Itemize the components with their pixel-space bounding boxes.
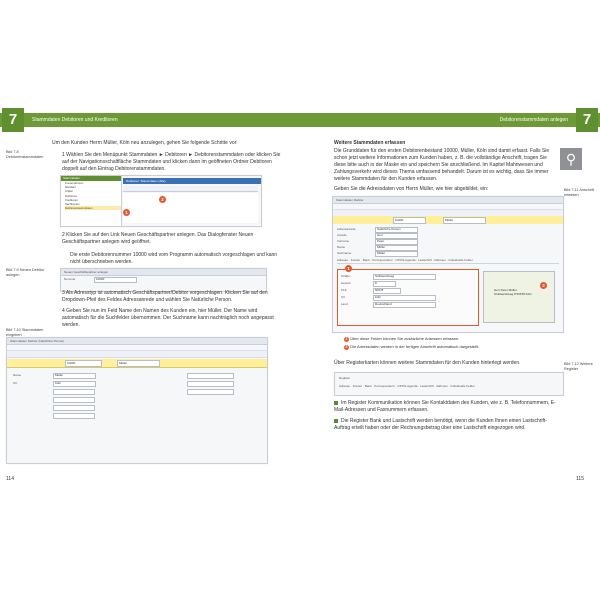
step-1-text: Wählen Sie den Menüpunkt Stammdaten ► Debitoren ► Debitorenstammdaten oder klicken Sie auf der Navigationsschaltfläche Stammdaten und klicken dann im geöffneten Ordner Debitoren doppelt auf den Eintrag Debitorenstammdaten. — [62, 152, 281, 172]
name-field[interactable]: Müller — [443, 217, 486, 224]
address-row — [341, 281, 471, 285]
paragraph-1: Die Grunddaten für den ersten Debitorenbestand 10000, Müller, Köln sind damit erfasst. Falls Sie schon jetzt weitere Informationen zum Kunden haben, z. B. die vollständige Anschrift, tragen Sie diese bitte auch in der Maske ein und speichern Sie anschließend. Im Kapitel Mahnwesen und Zahlungsverkehr wird dieses Thema umfassend behandelt. Darum ist es wichtig, dass Sie immer weitere Stammdaten für den Kunden erfassen. — [334, 148, 550, 182]
marker-1: 1 — [345, 265, 352, 272]
field-row — [337, 227, 447, 231]
tab-rahmen[interactable]: Rahmen — [436, 384, 448, 388]
navigation-tree — [61, 176, 122, 226]
step-number: 2 — [62, 232, 65, 238]
field-input[interactable]: Natürliche Person — [375, 227, 418, 233]
field-row — [337, 233, 447, 237]
chapter-badge: 7 — [576, 108, 598, 132]
note-2-text: Die Adressdaten werden in der fertigen Anschrift automatisch dargestellt. — [350, 344, 480, 349]
step-4-text: Geben Sie nun im Feld Name den Namen des Kunden ein, hier Müller. Der Name wird automatisch für die Suchfelder übernommen. Der Suchname kann nachträglich noch angepasst werden. — [62, 308, 274, 328]
screenshot-stammdaten — [6, 337, 268, 464]
step-3-text: Als Adresstyp ist automatisch Geschäftspartner/Debitor vorgeschlagen. Klicken Sie auf den Dropdown-Pfeil des Feldes Adressanrede und wählen Sie Natürliche Person. — [62, 290, 268, 303]
marker-1: 1 — [345, 337, 348, 341]
ort-input[interactable]: Köln — [53, 381, 96, 387]
tab-korrespondenz[interactable]: Korrespondenz — [372, 258, 393, 262]
form-row — [147, 373, 257, 377]
bullet-2-text: Die Register Bank und Lastschrift werden benötigt, wenn die Kunden Ihnen einen Lastschrift-Auftrag erteilt haben oder der Rechnungsbetrag über eine Lastschrift eingezogen wird. — [334, 418, 547, 431]
step-2-text: Klicken Sie auf den Link Neuen Geschäftspartner anlegen. Das Dialogfenster Neuen Geschäftspartner anlegen wird geöffnet. — [62, 232, 254, 245]
address-label: Land — [341, 302, 348, 306]
register-label: Register — [339, 376, 351, 380]
tree-item[interactable]: Kontenrahmen — [65, 181, 84, 185]
input[interactable] — [53, 389, 95, 395]
window-title: Stammdaten Debitor (Natürliche Person) — [7, 338, 267, 345]
tree-item[interactable]: Mandant — [65, 185, 76, 190]
address-input[interactable]: Stollwerckweg — [373, 274, 436, 280]
address-label: Straße — [341, 274, 351, 278]
field-input[interactable]: Herr — [375, 233, 418, 239]
chapter-title: Debitorenstammdaten anlegen — [499, 117, 568, 123]
input[interactable] — [187, 381, 234, 387]
nummer-field[interactable]: 10000 — [393, 217, 426, 224]
tree-header: Stammdaten — [61, 176, 121, 181]
field-label: Vorname — [337, 239, 350, 243]
side-note-1: Bild 7.8 Debitorenstammdaten — [6, 150, 44, 159]
input[interactable] — [53, 413, 95, 419]
chapter-bar — [0, 113, 300, 127]
window-title: Stammdaten Debitor — [333, 197, 563, 204]
name-input[interactable]: Müller — [53, 373, 96, 379]
tab-bank[interactable]: Bank — [364, 384, 372, 388]
nummer-field[interactable]: 10000 — [94, 277, 137, 283]
screenshot-neuer-partner — [60, 268, 267, 292]
input[interactable] — [187, 373, 234, 379]
chapter-bar — [300, 113, 600, 127]
magnifier-icon: ⚲ — [560, 148, 582, 170]
tab-konten[interactable]: Konten — [350, 258, 361, 262]
name-field[interactable]: Müller — [117, 360, 160, 367]
tab-adresse[interactable]: Adresse — [337, 258, 349, 262]
dialog-title: Neuen Geschäftspartner anlegen — [61, 269, 266, 276]
register-tabs: Adresse · Konten · Bank · Korrespondenz · OPOS-Agenda · Lastschrift · Rahmen · Individuelle Felder — [339, 384, 475, 388]
tab-bank[interactable]: Bank — [362, 258, 370, 262]
step-number: 3 — [62, 290, 65, 296]
page-number: 114 — [6, 476, 14, 482]
field-row — [337, 251, 447, 255]
address-row — [341, 274, 471, 278]
tab-konten[interactable]: Konten — [352, 384, 363, 388]
marker-2: 2 — [540, 282, 547, 289]
form-row — [13, 413, 133, 417]
input[interactable] — [53, 405, 95, 411]
tree-item[interactable]: Artikel — [65, 189, 73, 194]
form-row — [147, 381, 257, 385]
tab-lastschrift[interactable]: Lastschrift — [420, 384, 434, 388]
chapter-title: Stammdaten Debitoren und Kreditoren — [32, 117, 118, 123]
list-area[interactable] — [123, 193, 258, 223]
note-1 — [344, 336, 554, 342]
form-row — [13, 373, 133, 377]
marker-2: 2 — [159, 196, 166, 203]
address-input[interactable]: Deutschland — [373, 302, 436, 308]
name-label: Name — [13, 373, 22, 377]
address-label: Ort — [341, 295, 346, 299]
tree-item[interactable]: Kreditoren — [65, 197, 78, 202]
field-label: Adressanrede — [337, 227, 356, 231]
tab-individuelle-felder[interactable]: Individuelle Felder — [450, 384, 475, 388]
ort-label: Ort — [13, 381, 18, 385]
address-input[interactable]: Köln — [373, 295, 436, 301]
side-note-1: Bild 7.11 Anschrift erfassen — [564, 188, 595, 197]
highlight-row — [333, 216, 563, 224]
tab-individuelle-felder[interactable]: Individuelle Felder — [448, 258, 473, 262]
address-label: PLZ — [341, 288, 347, 292]
tab-opos[interactable]: OPOS-Agenda — [395, 258, 416, 262]
step-number: 1 — [62, 152, 65, 158]
step-2 — [62, 232, 284, 246]
bullet-marker — [334, 419, 338, 423]
form-row — [13, 381, 133, 385]
form-row — [13, 389, 133, 393]
form-row — [13, 397, 133, 401]
field-input[interactable]: Müller — [375, 245, 418, 251]
field-input[interactable]: Müller — [375, 251, 418, 257]
address-group — [337, 269, 479, 326]
nummer-row — [64, 277, 264, 281]
section-heading: Weitere Stammdaten erfassen — [334, 140, 406, 146]
step-3 — [62, 290, 284, 304]
intro-text: Um den Kunden Herrn Müller, Köln neu anzulegen, gehen Sie folgende Schritte vor: — [52, 140, 238, 146]
tree-item[interactable]: Sachkonten — [65, 202, 80, 207]
chapter-badge: 7 — [2, 108, 24, 132]
bullet-marker — [334, 401, 338, 405]
step-2-note: Die erste Debitorennummer 10000 wird vom Programm automatisch vorgeschlagen und kann nicht überschrieben werden. — [70, 252, 278, 265]
step-number: 4 — [62, 308, 65, 314]
tab-adresse[interactable]: Adresse — [339, 384, 351, 388]
tree-item-selected[interactable]: Debitorenstammdaten — [65, 206, 121, 210]
toolbar — [7, 351, 267, 358]
tab-opos[interactable]: OPOS-Agenda — [397, 384, 418, 388]
field-label: Anrede — [337, 233, 347, 237]
form-row — [13, 405, 133, 409]
step-1 — [62, 152, 284, 173]
tab-lastschrift[interactable]: Lastschrift — [418, 258, 432, 262]
paragraph-2: Geben Sie die Adressdaten von Herrn Müller, wie hier abgebildet, ein: — [334, 186, 489, 192]
right-page — [300, 0, 600, 600]
address-label: Hausnr. — [341, 281, 352, 285]
input[interactable] — [53, 397, 95, 403]
tab-rahmen[interactable]: Rahmen — [434, 258, 446, 262]
page-number: 115 — [576, 476, 584, 482]
form-tabs: Adresse · Konten · Bank · Korrespondenz · OPOS-Agenda · Lastschrift · Rahmen · Individuelle Felder — [337, 257, 559, 264]
paragraph-3: Über Registerkarten können weitere Stammdaten für den Kunden hinterlegt werden. — [334, 360, 521, 366]
bullet-1 — [334, 400, 559, 414]
bullet-2 — [334, 418, 559, 432]
side-note-3: Bild 7.10 Stammdaten eingeben — [6, 328, 44, 337]
step-4 — [62, 308, 284, 329]
note-2 — [344, 344, 554, 350]
field-row — [337, 239, 447, 243]
tab-korrespondenz[interactable]: Korrespondenz — [374, 384, 395, 388]
list-title: Debitoren: Stammdaten (Alle) — [123, 178, 261, 184]
field-label: Name — [337, 245, 346, 249]
address-input[interactable]: 8 — [373, 281, 396, 287]
address-preview-text: Herr Peter Müller Stollwerckweg 8 50678 Köln — [494, 288, 532, 296]
nummer-field[interactable]: 10000 — [65, 360, 102, 367]
address-input[interactable]: 50678 — [373, 288, 401, 294]
note-1-text: Über diese Felder können Sie zusätzliche Adressen erfassen. — [350, 336, 460, 341]
marker-1: 1 — [123, 209, 130, 216]
input[interactable] — [187, 389, 234, 395]
marker-2: 2 — [345, 345, 348, 349]
form-row — [147, 389, 257, 393]
field-input[interactable]: Peter — [375, 239, 418, 245]
screenshot-debitoren — [60, 175, 262, 227]
address-row — [341, 295, 471, 299]
tree-item[interactable]: Debitoren — [65, 193, 78, 198]
screenshot-register — [334, 372, 564, 396]
side-note-2: Bild 7.9 Neuen Debitor anlegen — [6, 268, 45, 277]
address-row — [341, 302, 471, 306]
bullet-1-text: Im Register Kommunikation können Sie Kontaktdaten des Kunden, wie z. B. Telefonnummern, E-Mail-Adressen und Faxnummern erfassen. — [334, 400, 556, 413]
nummer-label: Nummer — [64, 277, 76, 281]
highlight-row — [7, 359, 267, 368]
side-note-2: Bild 7.12 Weitere Register — [564, 362, 593, 371]
address-row — [341, 288, 471, 292]
field-label: Suchname — [337, 251, 352, 255]
address-preview — [483, 271, 555, 323]
field-row — [337, 245, 447, 249]
list-toolbar — [123, 186, 258, 192]
screenshot-adresse — [332, 196, 564, 333]
